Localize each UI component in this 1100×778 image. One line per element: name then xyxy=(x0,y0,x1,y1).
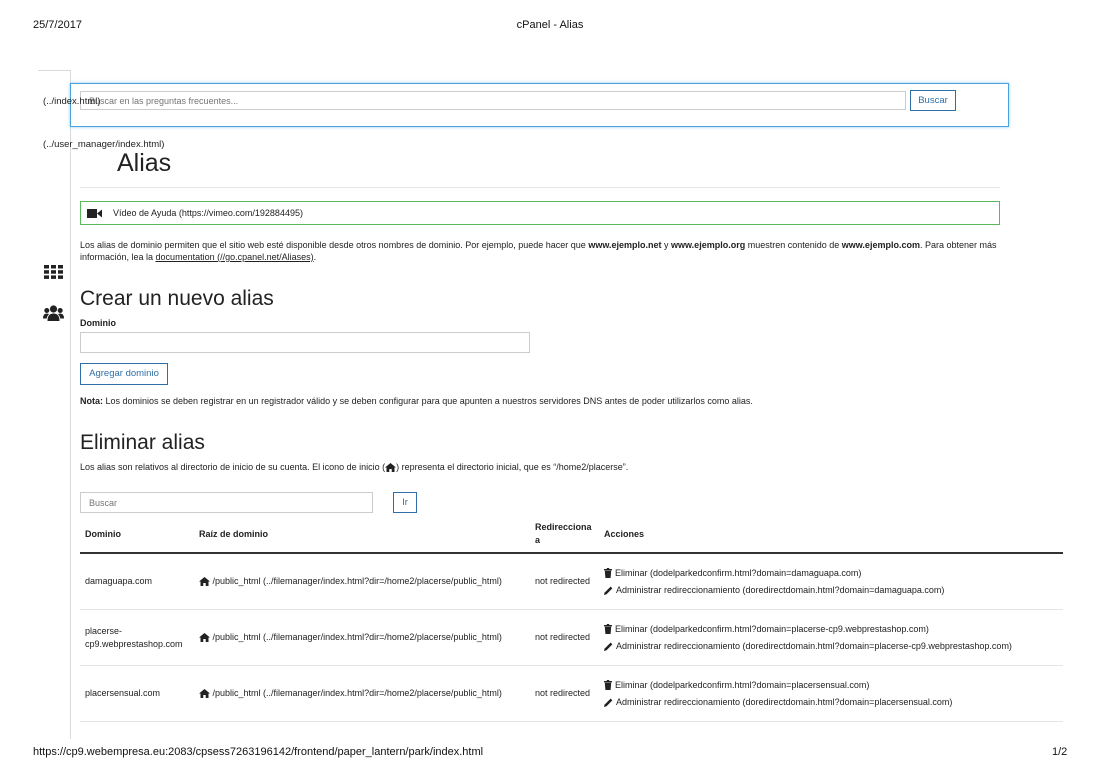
header-redirect[interactable]: Redirecciona a xyxy=(530,516,599,553)
create-alias-heading: Crear un nuevo alias xyxy=(80,287,274,310)
pencil-icon xyxy=(604,698,613,707)
title-divider xyxy=(80,187,1000,188)
manage-redirect-link[interactable]: Administrar redireccionamiento (doredirectdomain.html?domain=damaguapa.com) xyxy=(616,584,945,595)
table-header-row xyxy=(80,516,1063,553)
row-domain: placersensual.com xyxy=(80,666,194,722)
documentation-link[interactable]: documentation (//go.cpanel.net/Aliases) xyxy=(155,252,314,262)
row-domain-root[interactable] xyxy=(194,553,530,610)
alias-search-input[interactable] xyxy=(80,492,373,513)
header-domain[interactable]: Dominio xyxy=(80,516,194,553)
print-title: cPanel - Alias xyxy=(516,19,584,31)
home-icon xyxy=(199,689,210,698)
table-row xyxy=(80,610,1063,666)
home-icon xyxy=(199,633,210,642)
note-label: Nota: xyxy=(80,396,103,406)
row-redirect: not redirected xyxy=(530,610,599,666)
trash-icon xyxy=(604,568,612,578)
remove-description xyxy=(80,461,1005,473)
row-domain-root-text[interactable]: /public_html (../filemanager/index.html?dir=/home2/placerse/public_html) xyxy=(212,576,502,586)
print-url: https://cp9.webempresa.eu:2083/cpsess7263196142/frontend/paper_lantern/park/index.html xyxy=(33,746,484,758)
row-redirect: not redirected xyxy=(530,666,599,722)
delete-link[interactable]: Eliminar (dodelparkedconfirm.html?domain=placerse-cp9.webprestashop.com) xyxy=(615,623,929,634)
header-domain-root[interactable]: Raíz de dominio xyxy=(194,516,530,553)
grid-icon[interactable] xyxy=(44,265,63,282)
header-actions: Acciones xyxy=(599,516,1063,553)
pencil-icon xyxy=(604,586,613,595)
delete-link[interactable]: Eliminar (dodelparkedconfirm.html?domain=placersensual.com) xyxy=(615,679,870,690)
row-domain-root-text[interactable]: /public_html (../filemanager/index.html?dir=/home2/placerse/public_html) xyxy=(212,688,502,698)
left-sidebar xyxy=(38,70,71,739)
add-domain-button[interactable]: Agregar dominio xyxy=(80,363,168,385)
delete-action[interactable] xyxy=(604,623,1058,636)
trash-icon xyxy=(604,680,612,690)
alias-search-go-button[interactable]: Ir xyxy=(393,492,417,513)
remove-desc-text: Los alias son relativos al directorio de inicio de su cuenta. El icono de inicio ( xyxy=(80,462,386,472)
delete-action[interactable] xyxy=(604,567,1058,580)
home-icon xyxy=(385,463,396,472)
print-page-number: 1/2 xyxy=(1052,746,1068,758)
row-domain-root[interactable] xyxy=(194,666,530,722)
row-domain-root[interactable] xyxy=(194,610,530,666)
manage-redirect-action[interactable] xyxy=(604,640,1058,653)
intro-example-org: www.ejemplo.org xyxy=(671,240,746,250)
row-domain: placerse-cp9.webprestashop.com xyxy=(80,610,194,666)
video-help-label[interactable]: Vídeo de Ayuda (https://vimeo.com/192884495) xyxy=(113,208,303,218)
delete-action[interactable] xyxy=(604,679,1058,692)
intro-text: . xyxy=(313,252,317,262)
manage-redirect-link[interactable]: Administrar redireccionamiento (doredirectdomain.html?domain=placerse-cp9.webprestashop.com) xyxy=(616,640,1012,651)
alias-table xyxy=(80,516,1063,722)
remove-desc-text: ) representa el directorio inicial, que es “/home2/placerse”. xyxy=(396,462,629,472)
note-text xyxy=(80,395,1005,407)
remove-alias-heading: Eliminar alias xyxy=(80,431,205,454)
note-body: Los dominios se deben registrar en un registrador válido y se deben configurar para que apunten a nuestros servidores DNS antes de poder utilizarlos como alias. xyxy=(103,396,753,406)
pencil-icon xyxy=(604,642,613,651)
home-icon xyxy=(199,577,210,586)
row-redirect: not redirected xyxy=(530,553,599,610)
domain-label: Dominio xyxy=(80,318,116,328)
intro-text: . Para obtener más información, lea la xyxy=(80,240,997,262)
row-domain: damaguapa.com xyxy=(80,553,194,610)
user-manager-link[interactable]: (../user_manager/index.html) xyxy=(43,139,165,150)
row-actions xyxy=(599,666,1063,722)
table-row xyxy=(80,666,1063,722)
row-actions xyxy=(599,610,1063,666)
delete-link[interactable]: Eliminar (dodelparkedconfirm.html?domain=damaguapa.com) xyxy=(615,567,862,578)
page-title: Alias xyxy=(117,149,172,177)
manage-redirect-action[interactable] xyxy=(604,696,1058,709)
row-actions xyxy=(599,553,1063,610)
row-domain-root-text[interactable]: /public_html (../filemanager/index.html?dir=/home2/placerse/public_html) xyxy=(212,632,502,642)
faq-search-button[interactable]: Buscar xyxy=(910,90,956,111)
intro-example-com: www.ejemplo.com xyxy=(841,240,920,250)
video-camera-icon xyxy=(87,209,102,221)
table-row xyxy=(80,553,1063,610)
domain-input[interactable] xyxy=(80,332,530,353)
intro-example-net: www.ejemplo.net xyxy=(588,240,662,250)
intro-text: muestren contenido de xyxy=(745,240,842,250)
intro-text: y xyxy=(661,240,672,250)
manage-redirect-action[interactable] xyxy=(604,584,1058,597)
intro-text: Los alias de dominio permiten que el sitio web esté disponible desde otros nombres de dominio. Por ejemplo, puede hacer que xyxy=(80,240,589,250)
home-link[interactable]: (../index.html) xyxy=(43,96,101,107)
users-icon[interactable] xyxy=(43,305,64,325)
faq-search-input[interactable] xyxy=(80,91,906,110)
manage-redirect-link[interactable]: Administrar redireccionamiento (doredirectdomain.html?domain=placersensual.com) xyxy=(616,696,953,707)
trash-icon xyxy=(604,624,612,634)
print-date: 25/7/2017 xyxy=(33,19,82,31)
intro-paragraph xyxy=(80,239,1005,263)
